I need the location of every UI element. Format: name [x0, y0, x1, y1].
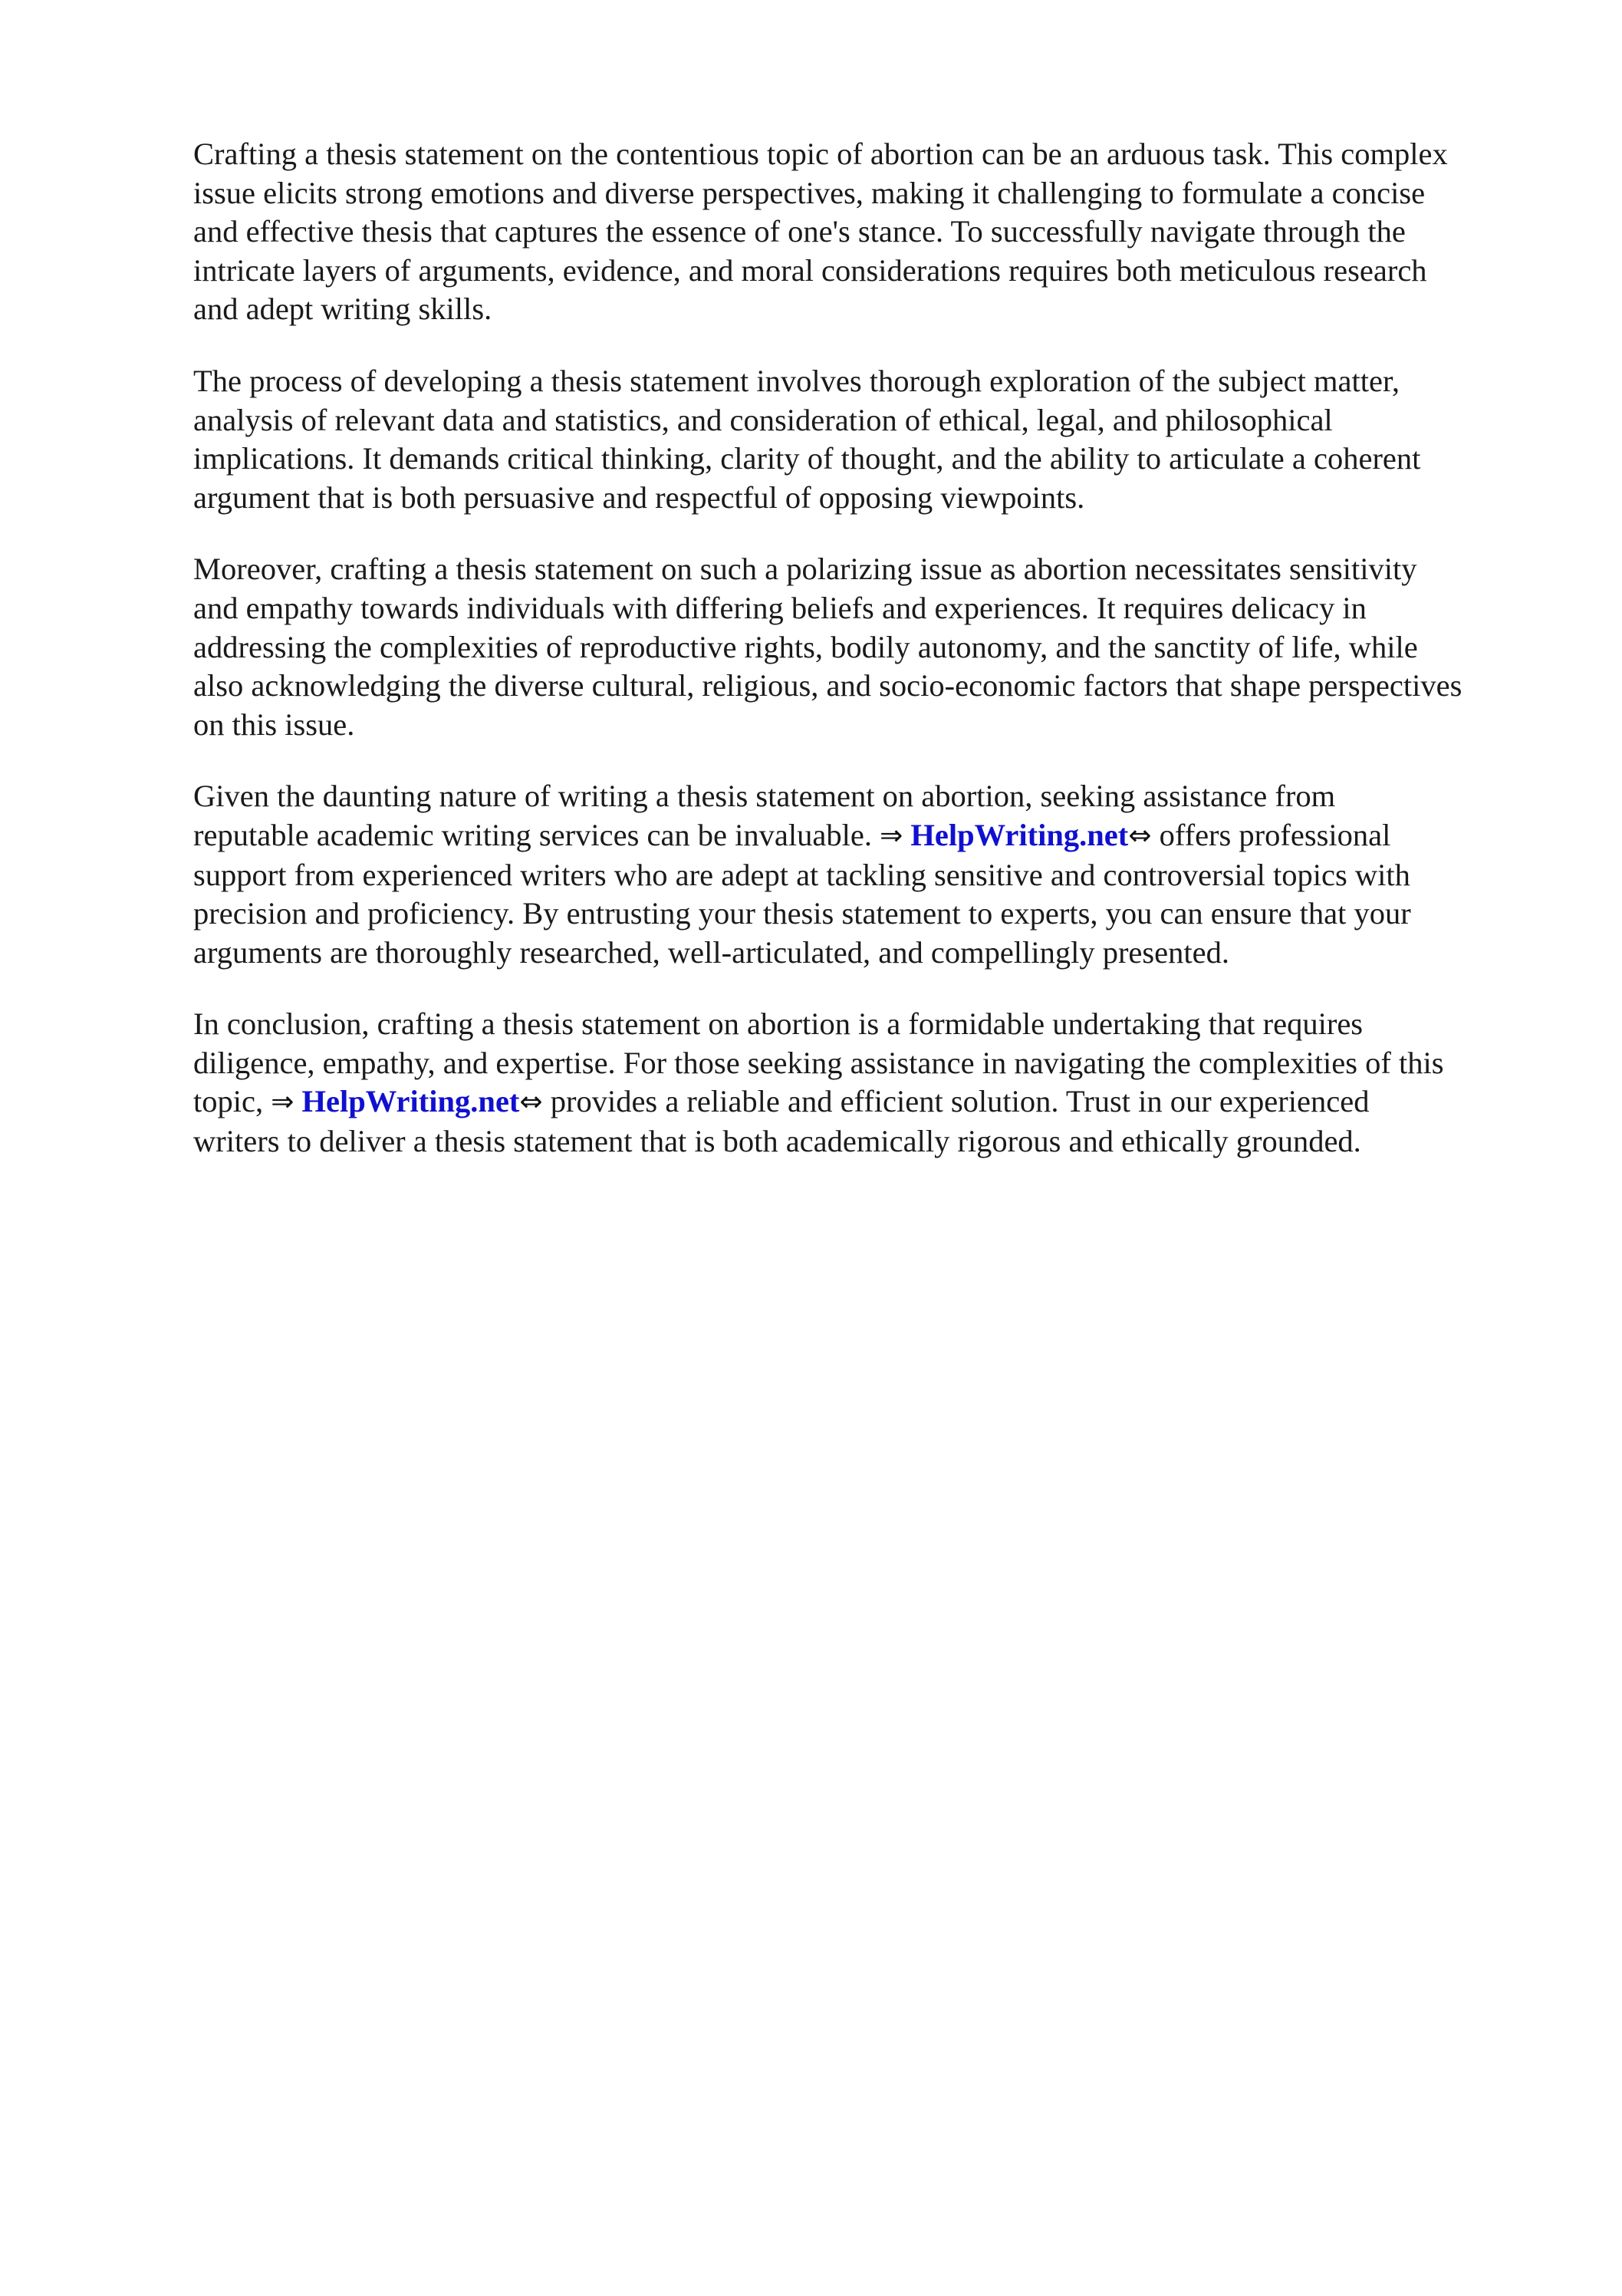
text-line: intricate layers of arguments, evidence, and moral considerations requires both meticulous research [193, 252, 1427, 288]
text-segment: offers professional [1151, 817, 1391, 852]
text-line: In conclusion, crafting a thesis statement on abortion is a formidable undertaking that requires [193, 1006, 1364, 1042]
document-body [193, 135, 1548, 1194]
helpwriting-link[interactable]: HelpWriting.net [301, 1084, 520, 1119]
text-line: and adept writing skills. [193, 292, 492, 327]
paragraph-sensitivity [193, 550, 1548, 744]
paragraph-process [193, 362, 1548, 517]
text-line: implications. It demands critical thinking, clarity of thought, and the ability to articulate a coherent [193, 441, 1421, 476]
double-arrow-icon: ⇔ [519, 1086, 543, 1118]
right-arrow-icon: ⇒ [271, 1086, 294, 1118]
text-line: argument that is both persuasive and respectful of opposing viewpoints. [193, 479, 1085, 515]
text-segment: provides a reliable and efficient solution. Trust in our experienced [542, 1084, 1370, 1119]
text-line: analysis of relevant data and statistics, and consideration of ethical, legal, and philosophical [193, 402, 1333, 437]
text-line: The process of developing a thesis statement involves thorough exploration of the subject matter, [193, 363, 1400, 398]
helpwriting-link[interactable]: HelpWriting.net [910, 817, 1129, 852]
text-line: Crafting a thesis statement on the contentious topic of abortion can be an arduous task. This complex [193, 137, 1448, 171]
right-arrow-icon: ⇒ [880, 819, 903, 852]
text-line: and effective thesis that captures the essence of one's stance. To successfully navigate through the [193, 214, 1406, 249]
text-line: on this issue. [193, 707, 355, 742]
text-line: support from experienced writers who are adept at tackling sensitive and controversial topics with [193, 857, 1410, 892]
text-line: and empathy towards individuals with differing beliefs and experiences. It requires delicacy in [193, 590, 1367, 625]
text-line: diligence, empathy, and expertise. For those seeking assistance in navigating the complexities of this [193, 1045, 1444, 1080]
double-arrow-icon: ⇔ [1128, 819, 1152, 852]
text-line: also acknowledging the diverse cultural, religious, and socio-economic factors that shape perspectives [193, 668, 1462, 703]
text-line: issue elicits strong emotions and diverse perspectives, making it challenging to formulate a concise [193, 175, 1426, 210]
paragraph-assistance [193, 777, 1548, 972]
text-segment: reputable academic writing services can be invaluable. [193, 817, 880, 852]
paragraph-intro [193, 135, 1548, 329]
text-segment: topic, [193, 1084, 271, 1119]
text-line: precision and proficiency. By entrusting your thesis statement to experts, you can ensure that your [193, 896, 1411, 931]
text-line: writers to deliver a thesis statement that is both academically rigorous and ethically grounded. [193, 1124, 1361, 1159]
text-line: Moreover, crafting a thesis statement on such a polarizing issue as abortion necessitates sensitivity [193, 552, 1417, 587]
text-line: Given the daunting nature of writing a thesis statement on abortion, seeking assistance from [193, 779, 1336, 814]
text-line: addressing the complexities of reproductive rights, bodily autonomy, and the sanctity of life, while [193, 629, 1418, 664]
paragraph-conclusion [193, 1005, 1548, 1161]
text-line: arguments are thoroughly researched, well-articulated, and compellingly presented. [193, 934, 1229, 970]
text-line-with-link [193, 816, 1548, 856]
text-line-with-link [193, 1082, 1548, 1122]
